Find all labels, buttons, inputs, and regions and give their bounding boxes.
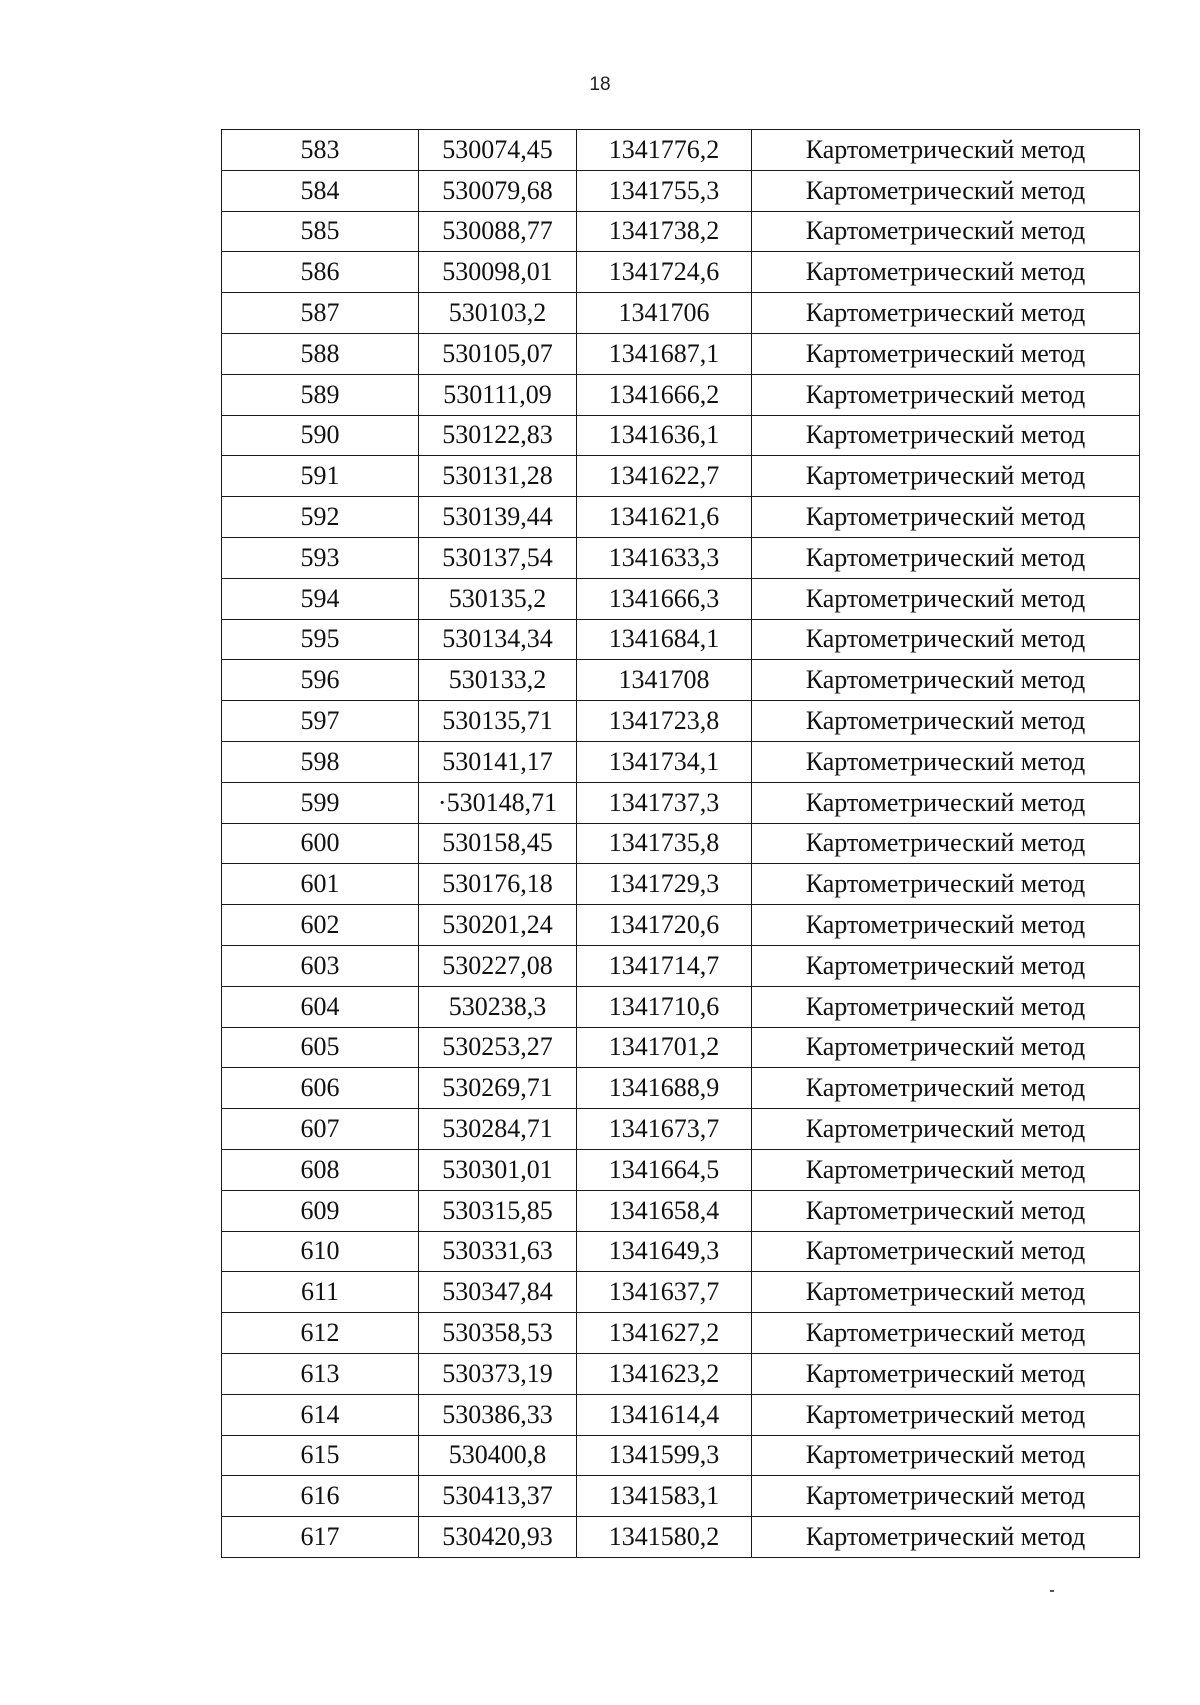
- method-cell: Картометрический метод: [752, 252, 1140, 293]
- point-number-cell: 584: [222, 170, 419, 211]
- method-cell: Картометрический метод: [752, 1313, 1140, 1354]
- x-coordinate-cell: 530238,3: [419, 986, 577, 1027]
- y-coordinate-cell: 1341622,7: [577, 456, 752, 497]
- point-number-cell: 603: [222, 945, 419, 986]
- y-coordinate-cell: 1341720,6: [577, 905, 752, 946]
- x-coordinate-cell: 530088,77: [419, 211, 577, 252]
- x-coordinate-cell: 530315,85: [419, 1190, 577, 1231]
- method-cell: Картометрический метод: [752, 537, 1140, 578]
- point-number-cell: 608: [222, 1149, 419, 1190]
- table-row: [222, 1353, 1140, 1394]
- method-cell: Картометрический метод: [752, 1149, 1140, 1190]
- x-coordinate-cell: 530201,24: [419, 905, 577, 946]
- method-cell: Картометрический метод: [752, 456, 1140, 497]
- point-number-cell: 606: [222, 1068, 419, 1109]
- x-coordinate-cell: 530347,84: [419, 1272, 577, 1313]
- point-number-cell: 607: [222, 1109, 419, 1150]
- point-number-cell: 602: [222, 905, 419, 946]
- table-row: [222, 986, 1140, 1027]
- table-row: [222, 1190, 1140, 1231]
- x-coordinate-cell: 530135,2: [419, 578, 577, 619]
- x-coordinate-cell: 530176,18: [419, 864, 577, 905]
- table-row: [222, 537, 1140, 578]
- x-coordinate-cell: 530141,17: [419, 741, 577, 782]
- table-row: [222, 1149, 1140, 1190]
- method-cell: Картометрический метод: [752, 497, 1140, 538]
- y-coordinate-cell: 1341737,3: [577, 782, 752, 823]
- table-row: [222, 1231, 1140, 1272]
- point-number-cell: 593: [222, 537, 419, 578]
- method-cell: Картометрический метод: [752, 1476, 1140, 1517]
- method-cell: Картометрический метод: [752, 945, 1140, 986]
- x-coordinate-cell: ·530148,71: [419, 782, 577, 823]
- y-coordinate-cell: 1341687,1: [577, 333, 752, 374]
- y-coordinate-cell: 1341776,2: [577, 130, 752, 171]
- point-number-cell: 588: [222, 333, 419, 374]
- y-coordinate-cell: 1341734,1: [577, 741, 752, 782]
- table-row: [222, 211, 1140, 252]
- x-coordinate-cell: 530331,63: [419, 1231, 577, 1272]
- table-row: [222, 782, 1140, 823]
- table-row: [222, 1027, 1140, 1068]
- point-number-cell: 614: [222, 1394, 419, 1435]
- table-row: [222, 1109, 1140, 1150]
- table-row: [222, 945, 1140, 986]
- point-number-cell: 613: [222, 1353, 419, 1394]
- method-cell: Картометрический метод: [752, 130, 1140, 171]
- y-coordinate-cell: 1341684,1: [577, 619, 752, 660]
- point-number-cell: 596: [222, 660, 419, 701]
- y-coordinate-cell: 1341666,3: [577, 578, 752, 619]
- method-cell: Картометрический метод: [752, 374, 1140, 415]
- y-coordinate-cell: 1341621,6: [577, 497, 752, 538]
- table-row: [222, 333, 1140, 374]
- x-coordinate-cell: 530134,34: [419, 619, 577, 660]
- y-coordinate-cell: 1341637,7: [577, 1272, 752, 1313]
- method-cell: Картометрический метод: [752, 293, 1140, 334]
- table-row: [222, 660, 1140, 701]
- method-cell: Картометрический метод: [752, 701, 1140, 742]
- x-coordinate-cell: 530420,93: [419, 1517, 577, 1558]
- y-coordinate-cell: 1341706: [577, 293, 752, 334]
- x-coordinate-cell: 530158,45: [419, 823, 577, 864]
- table-row: [222, 130, 1140, 171]
- method-cell: Картометрический метод: [752, 1435, 1140, 1476]
- point-number-cell: 597: [222, 701, 419, 742]
- x-coordinate-cell: 530413,37: [419, 1476, 577, 1517]
- y-coordinate-cell: 1341714,7: [577, 945, 752, 986]
- y-coordinate-cell: 1341708: [577, 660, 752, 701]
- table-row: [222, 293, 1140, 334]
- y-coordinate-cell: 1341735,8: [577, 823, 752, 864]
- point-number-cell: 591: [222, 456, 419, 497]
- y-coordinate-cell: 1341580,2: [577, 1517, 752, 1558]
- point-number-cell: 586: [222, 252, 419, 293]
- method-cell: Картометрический метод: [752, 1190, 1140, 1231]
- point-number-cell: 612: [222, 1313, 419, 1354]
- y-coordinate-cell: 1341649,3: [577, 1231, 752, 1272]
- method-cell: Картометрический метод: [752, 415, 1140, 456]
- x-coordinate-cell: 530074,45: [419, 130, 577, 171]
- method-cell: Картометрический метод: [752, 333, 1140, 374]
- x-coordinate-cell: 530284,71: [419, 1109, 577, 1150]
- x-coordinate-cell: 530269,71: [419, 1068, 577, 1109]
- table-row: [222, 456, 1140, 497]
- point-number-cell: 604: [222, 986, 419, 1027]
- method-cell: Картометрический метод: [752, 660, 1140, 701]
- method-cell: Картометрический метод: [752, 782, 1140, 823]
- method-cell: Картометрический метод: [752, 741, 1140, 782]
- table-row: [222, 578, 1140, 619]
- method-cell: Картометрический метод: [752, 1353, 1140, 1394]
- table-row: [222, 170, 1140, 211]
- point-number-cell: 605: [222, 1027, 419, 1068]
- method-cell: Картометрический метод: [752, 1027, 1140, 1068]
- x-coordinate-cell: 530122,83: [419, 415, 577, 456]
- y-coordinate-cell: 1341701,2: [577, 1027, 752, 1068]
- x-coordinate-cell: 530139,44: [419, 497, 577, 538]
- table-row: [222, 374, 1140, 415]
- method-cell: Картометрический метод: [752, 986, 1140, 1027]
- method-cell: Картометрический метод: [752, 823, 1140, 864]
- point-number-cell: 600: [222, 823, 419, 864]
- method-cell: Картометрический метод: [752, 170, 1140, 211]
- point-number-cell: 587: [222, 293, 419, 334]
- point-number-cell: 592: [222, 497, 419, 538]
- point-number-cell: 615: [222, 1435, 419, 1476]
- table-row: [222, 905, 1140, 946]
- method-cell: Картометрический метод: [752, 1109, 1140, 1150]
- y-coordinate-cell: 1341729,3: [577, 864, 752, 905]
- method-cell: Картометрический метод: [752, 1272, 1140, 1313]
- point-number-cell: 611: [222, 1272, 419, 1313]
- coordinates-table-body: [222, 130, 1140, 1558]
- y-coordinate-cell: 1341583,1: [577, 1476, 752, 1517]
- method-cell: Картометрический метод: [752, 619, 1140, 660]
- x-coordinate-cell: 530098,01: [419, 252, 577, 293]
- y-coordinate-cell: 1341664,5: [577, 1149, 752, 1190]
- table-row: [222, 1476, 1140, 1517]
- x-coordinate-cell: 530301,01: [419, 1149, 577, 1190]
- y-coordinate-cell: 1341614,4: [577, 1394, 752, 1435]
- page-number: 18: [589, 74, 611, 95]
- y-coordinate-cell: 1341627,2: [577, 1313, 752, 1354]
- point-number-cell: 594: [222, 578, 419, 619]
- y-coordinate-cell: 1341623,2: [577, 1353, 752, 1394]
- y-coordinate-cell: 1341599,3: [577, 1435, 752, 1476]
- table-row: [222, 1435, 1140, 1476]
- y-coordinate-cell: 1341723,8: [577, 701, 752, 742]
- point-number-cell: 609: [222, 1190, 419, 1231]
- table-row: [222, 701, 1140, 742]
- y-coordinate-cell: 1341724,6: [577, 252, 752, 293]
- table-row: [222, 864, 1140, 905]
- x-coordinate-cell: 530103,2: [419, 293, 577, 334]
- method-cell: Картометрический метод: [752, 578, 1140, 619]
- point-number-cell: 595: [222, 619, 419, 660]
- y-coordinate-cell: 1341673,7: [577, 1109, 752, 1150]
- table-row: [222, 1517, 1140, 1558]
- table-row: [222, 741, 1140, 782]
- point-number-cell: 617: [222, 1517, 419, 1558]
- method-cell: Картометрический метод: [752, 211, 1140, 252]
- point-number-cell: 610: [222, 1231, 419, 1272]
- method-cell: Картометрический метод: [752, 864, 1140, 905]
- table-row: [222, 1313, 1140, 1354]
- x-coordinate-cell: 530133,2: [419, 660, 577, 701]
- point-number-cell: 583: [222, 130, 419, 171]
- table-row: [222, 1272, 1140, 1313]
- y-coordinate-cell: 1341658,4: [577, 1190, 752, 1231]
- x-coordinate-cell: 530373,19: [419, 1353, 577, 1394]
- point-number-cell: 598: [222, 741, 419, 782]
- point-number-cell: 590: [222, 415, 419, 456]
- point-number-cell: 585: [222, 211, 419, 252]
- x-coordinate-cell: 530253,27: [419, 1027, 577, 1068]
- table-row: [222, 415, 1140, 456]
- method-cell: Картометрический метод: [752, 1068, 1140, 1109]
- point-number-cell: 589: [222, 374, 419, 415]
- coordinates-table: [221, 129, 1140, 1558]
- point-number-cell: 616: [222, 1476, 419, 1517]
- table-row: [222, 823, 1140, 864]
- table-row: [222, 252, 1140, 293]
- method-cell: Картометрический метод: [752, 905, 1140, 946]
- y-coordinate-cell: 1341636,1: [577, 415, 752, 456]
- y-coordinate-cell: 1341710,6: [577, 986, 752, 1027]
- x-coordinate-cell: 530111,09: [419, 374, 577, 415]
- y-coordinate-cell: 1341688,9: [577, 1068, 752, 1109]
- x-coordinate-cell: 530386,33: [419, 1394, 577, 1435]
- table-row: [222, 1068, 1140, 1109]
- scan-mark: [1050, 1590, 1054, 1592]
- x-coordinate-cell: 530135,71: [419, 701, 577, 742]
- x-coordinate-cell: 530358,53: [419, 1313, 577, 1354]
- point-number-cell: 601: [222, 864, 419, 905]
- point-number-cell: 599: [222, 782, 419, 823]
- y-coordinate-cell: 1341633,3: [577, 537, 752, 578]
- y-coordinate-cell: 1341755,3: [577, 170, 752, 211]
- x-coordinate-cell: 530137,54: [419, 537, 577, 578]
- y-coordinate-cell: 1341738,2: [577, 211, 752, 252]
- table-row: [222, 1394, 1140, 1435]
- y-coordinate-cell: 1341666,2: [577, 374, 752, 415]
- x-coordinate-cell: 530131,28: [419, 456, 577, 497]
- method-cell: Картометрический метод: [752, 1394, 1140, 1435]
- table-row: [222, 619, 1140, 660]
- method-cell: Картометрический метод: [752, 1517, 1140, 1558]
- x-coordinate-cell: 530400,8: [419, 1435, 577, 1476]
- x-coordinate-cell: 530227,08: [419, 945, 577, 986]
- x-coordinate-cell: 530105,07: [419, 333, 577, 374]
- x-coordinate-cell: 530079,68: [419, 170, 577, 211]
- method-cell: Картометрический метод: [752, 1231, 1140, 1272]
- table-row: [222, 497, 1140, 538]
